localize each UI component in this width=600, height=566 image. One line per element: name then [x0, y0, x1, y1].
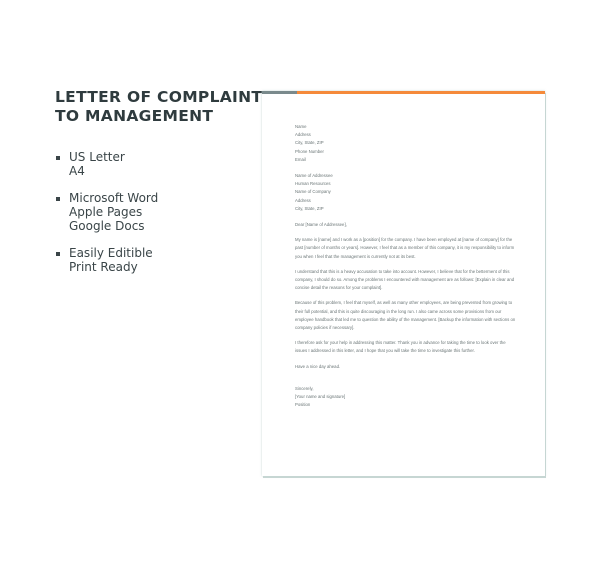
letter-preview-page [262, 91, 545, 476]
recipient-block [295, 172, 517, 213]
feature-text: Google Docs [69, 219, 145, 233]
bullet-icon [56, 252, 60, 256]
sender-line: Email [295, 156, 306, 162]
sender-line: Address [295, 132, 311, 138]
feature-item-formats [55, 150, 158, 178]
salutation: Dear [Name of Addressee], [295, 222, 347, 228]
bullet-icon [56, 156, 60, 160]
accent-bar-orange [297, 91, 545, 94]
letter-paragraph: Have a nice day ahead. [295, 363, 341, 369]
letter-body [295, 123, 517, 409]
closing-line: [Your name and signature] [295, 394, 346, 400]
letter-paragraph: My name is [name] and I work as a [position] for the company. I have been employed at [name of company] for the past [number of months or years]. However, I feel that as a member of this company, it is my responsibility to inform you when I feel that the management is currently not at its best. [295, 237, 515, 259]
recipient-line: City, State, ZIP [295, 205, 324, 211]
closing-block [295, 385, 517, 410]
accent-bar-gray [262, 91, 297, 94]
feature-list [55, 150, 158, 287]
bullet-icon [56, 197, 60, 201]
feature-item-apps [55, 191, 158, 233]
sender-line: City, State, ZIP [295, 140, 324, 146]
sender-line: Phone Number [295, 148, 324, 154]
sender-line: Name [295, 124, 307, 129]
letter-paragraph: I understand that this is a heavy accusation to take into account. However, I believe that for the betterment of this company, I should do so. Among the problems I encountered with management are as follows: [Explain in clear and concise detail the reasons for your complaint]. [295, 268, 515, 291]
title-line-1: LETTER OF COMPLAINT [55, 88, 263, 106]
feature-text: US Letter [69, 150, 125, 164]
feature-text: Print Ready [69, 260, 138, 274]
page-accent-bar [262, 91, 545, 94]
feature-text: Easily Editible [69, 246, 153, 260]
recipient-line: Human Resources [295, 181, 331, 187]
feature-item-editing [55, 246, 158, 274]
feature-text: Apple Pages [69, 205, 143, 219]
recipient-line: Name of Company [295, 189, 331, 195]
recipient-line: Name of Addressee [295, 173, 333, 179]
feature-text: Microsoft Word [69, 191, 159, 205]
page-title [55, 88, 262, 126]
closing-line: Position [295, 402, 311, 408]
closing-line: Sincerely, [295, 385, 314, 391]
feature-text: A4 [69, 164, 85, 178]
title-line-2: TO MANAGEMENT [55, 107, 214, 125]
recipient-line: Address [295, 197, 311, 203]
sender-block [295, 123, 517, 164]
letter-paragraph: I therefore ask for your help in addressing this matter. Thank you in advance for taking the time to look over the issues I addressed in this letter, and I hope that you will take the time to investigate this further. [295, 340, 506, 354]
letter-paragraph: Because of this problem, I feel that myself, as well as many other employees, are being prevented from growing to their full potential, and this is quite discouraging in the long run. I also came across some provisions from our employee handbook that led me to question the ability of the management. [Backup the information with sections on company policies if necessary]. [295, 300, 516, 331]
